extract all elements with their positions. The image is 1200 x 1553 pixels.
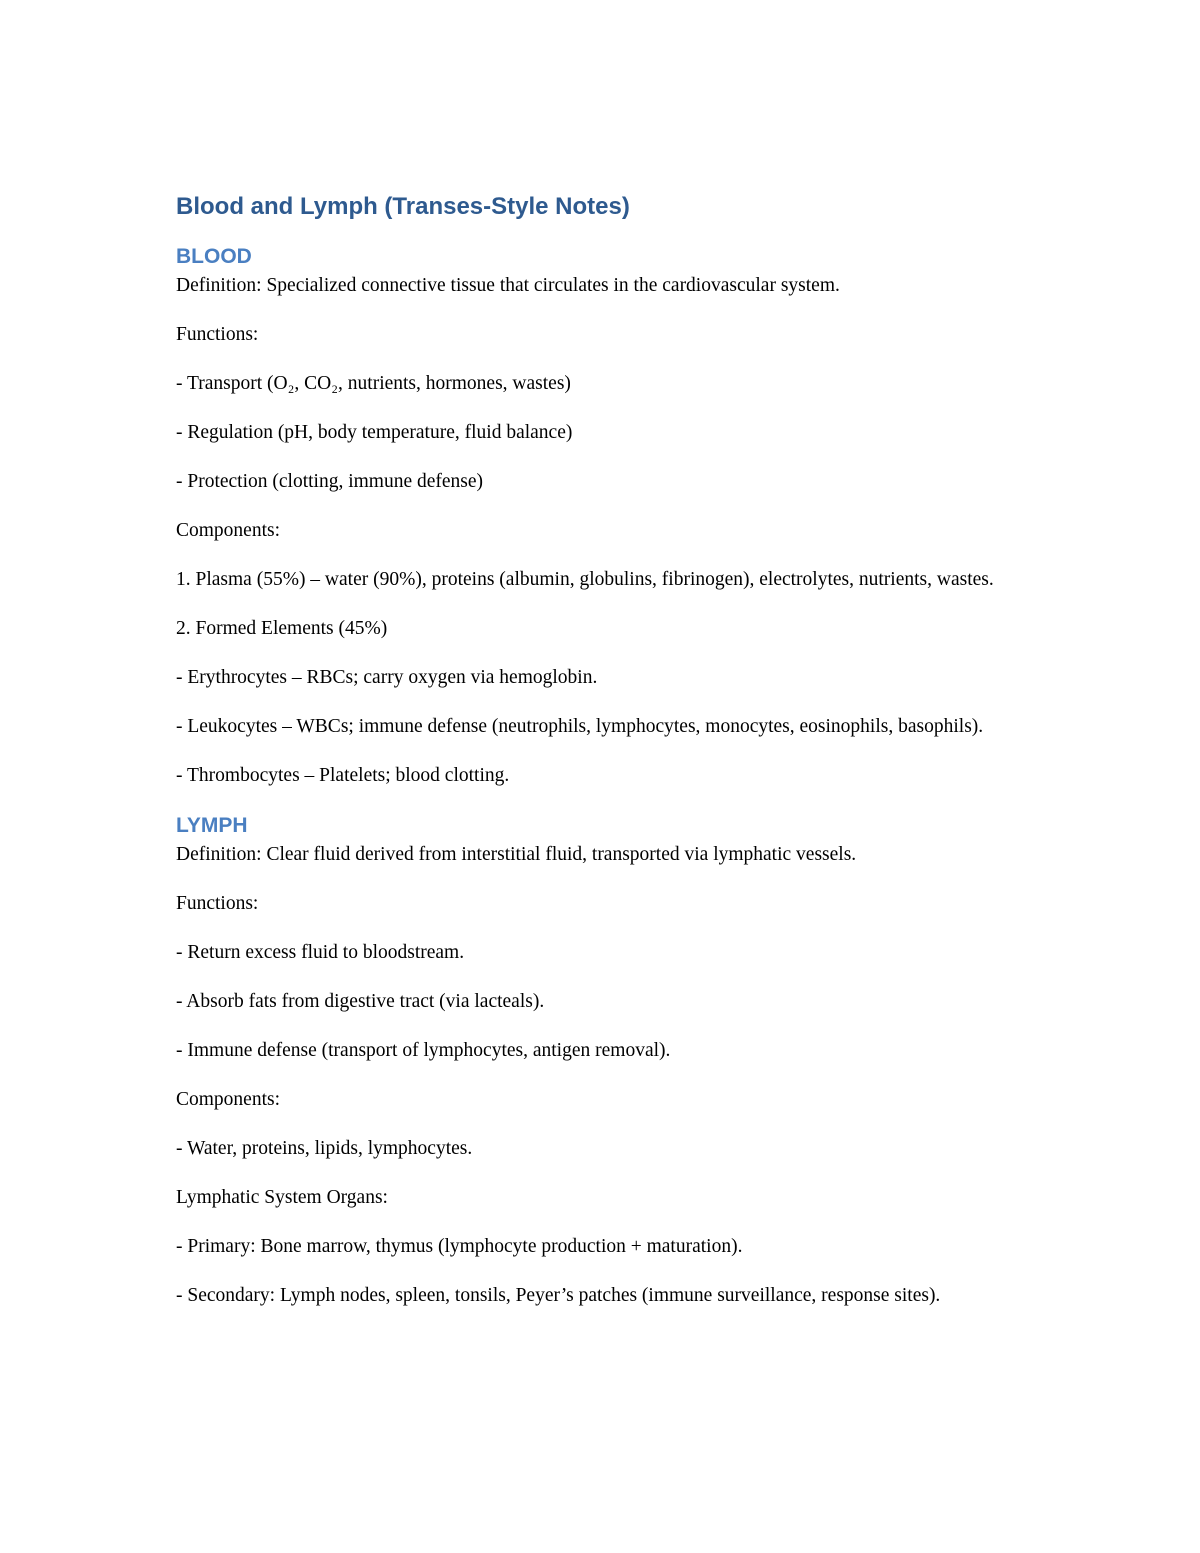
lymphatic-organs-label: Lymphatic System Organs: — [176, 1187, 388, 1208]
lymphatic-organ-item: - Primary: Bone marrow, thymus (lymphocyte production + maturation). — [176, 1236, 743, 1257]
blood-function-item: - Protection (clotting, immune defense) — [176, 471, 484, 492]
lymph-functions-label: Functions: — [176, 893, 259, 914]
blood-component-item: 2. Formed Elements (45%) — [176, 618, 388, 639]
lymph-component-item: - Water, proteins, lipids, lymphocytes. — [176, 1138, 473, 1159]
blood-component-item: 1. Plasma (55%) – water (90%), proteins (albumin, globulins, fibrinogen), electrolytes, nutrients, wastes. — [176, 569, 994, 590]
lymph-definition: Definition: Clear fluid derived from interstitial fluid, transported via lymphatic vessels. — [176, 844, 857, 865]
blood-functions-label: Functions: — [176, 324, 259, 345]
lymphatic-organ-item: - Secondary: Lymph nodes, spleen, tonsils, Peyer’s patches (immune surveillance, response sites). — [176, 1285, 941, 1306]
lymph-function-item: - Absorb fats from digestive tract (via lacteals). — [176, 991, 545, 1012]
blood-definition: Definition: Specialized connective tissue that circulates in the cardiovascular system. — [176, 275, 840, 296]
formed-element-item: - Leukocytes – WBCs; immune defense (neutrophils, lymphocytes, monocytes, eosinophils, basophils). — [176, 716, 984, 737]
document-title: Blood and Lymph (Transes-Style Notes) — [176, 193, 630, 220]
lymph-function-item: - Return excess fluid to bloodstream. — [176, 942, 465, 963]
formed-element-item: - Thrombocytes – Platelets; blood clotting. — [176, 765, 510, 786]
section-heading-lymph: LYMPH — [176, 814, 248, 837]
document-body — [176, 190, 1026, 1331]
blood-components-label: Components: — [176, 520, 281, 541]
lymph-components-label: Components: — [176, 1089, 281, 1110]
lymph-function-item: - Immune defense (transport of lymphocytes, antigen removal). — [176, 1040, 671, 1061]
blood-function-item: - Transport (O₂, CO₂, nutrients, hormones, wastes) — [176, 373, 571, 394]
blood-function-item: - Regulation (pH, body temperature, fluid balance) — [176, 422, 573, 443]
section-heading-blood: BLOOD — [176, 245, 252, 268]
formed-element-item: - Erythrocytes – RBCs; carry oxygen via hemoglobin. — [176, 667, 598, 688]
